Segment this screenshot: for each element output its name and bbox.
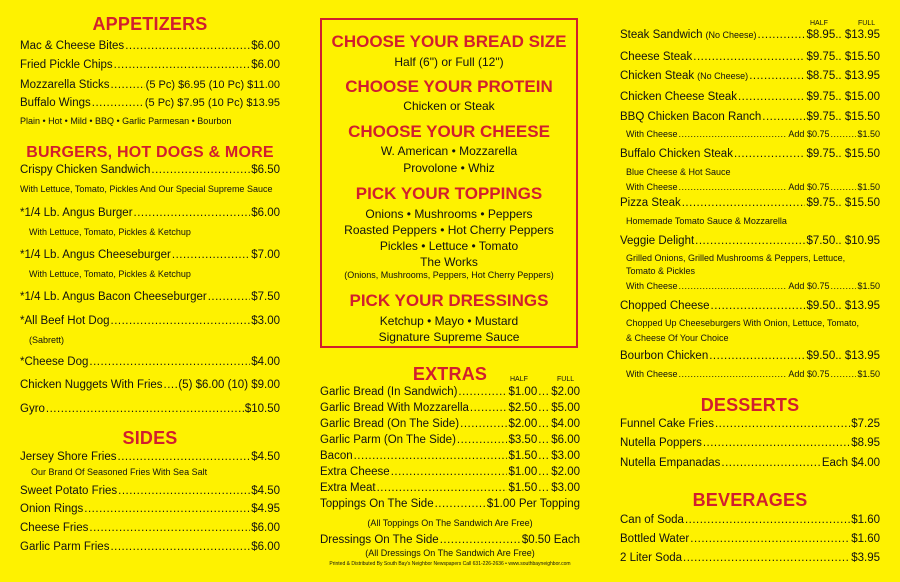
full-price: $2.00 (551, 386, 580, 398)
burgers-heading: BURGERS, HOT DOGS & MORE (26, 144, 274, 161)
item-name: Cheese Steak (620, 51, 693, 63)
half-price: $9.75 (806, 51, 836, 63)
bread-options: Half (6") or Full (12") (394, 55, 504, 69)
item-price: $4.50 (251, 451, 280, 463)
extra-item (320, 482, 580, 494)
full-price: $13.95 (844, 29, 880, 41)
full-price: $2.00 (551, 466, 580, 478)
toppings-options: The Works (420, 255, 478, 269)
toppings-options: Onions • Mushrooms • Peppers (365, 207, 533, 221)
item-name: Dressings On The Side (320, 534, 439, 546)
cheese-full-price: $1.50 (857, 369, 880, 379)
item-name: Mozzarella Sticks (20, 79, 110, 91)
dressings-options: Signature Supreme Sauce (378, 330, 520, 344)
full-price: $3.00 (551, 482, 580, 494)
item-price: $1.60 (851, 514, 880, 526)
printer-credit: Printed & Distributed By South Bay's Neighbor Newspapers Call 631-226-2636 • www.southbayneighbor.com (329, 561, 571, 567)
full-column-label: FULL (858, 20, 876, 27)
cheese-options: W. American • Mozzarella (380, 144, 518, 158)
item-name: Pizza Steak (620, 197, 681, 209)
item-price: $4.50 (251, 485, 280, 497)
item-name: Garlic Bread (In Sandwich) (320, 386, 458, 398)
item-name: Extra Meat (320, 482, 376, 494)
full-price: $15.50 (844, 51, 880, 63)
item-name: Chopped Cheese (620, 300, 710, 312)
works-description: (Onions, Mushrooms, Peppers, Hot Cherry Peppers) (344, 270, 554, 280)
item-price: $10.50 (244, 403, 280, 415)
menu-item (20, 451, 280, 463)
menu-item (20, 315, 280, 327)
protein-options: Chicken or Steak (403, 99, 495, 113)
half-price: $9.75 (806, 148, 836, 160)
menu-item (20, 40, 280, 52)
cheese-full-price: $1.50 (857, 281, 880, 291)
half-price: $8.75 (806, 70, 836, 82)
item-name: Garlic Bread With Mozzarella (320, 402, 469, 414)
menu-item (620, 418, 880, 430)
item-price: $6.00 (251, 40, 280, 52)
item-name: Extra Cheese (320, 466, 390, 478)
extra-item (320, 466, 580, 478)
item-name: Garlic Bread (On The Side) (320, 418, 460, 430)
toppings-options: Pickles • Lettuce • Tomato (379, 239, 519, 253)
with-cheese-row (626, 129, 880, 139)
half-price: $8.95 (806, 29, 836, 41)
cheese-full-price: $1.50 (857, 182, 880, 192)
item-name: Jersey Shore Fries (20, 451, 117, 463)
item-name: *1/4 Lb. Angus Cheeseburger (20, 249, 171, 261)
item-price: $7.25 (851, 418, 880, 430)
menu-item (620, 457, 880, 469)
item-price: $7.50 (251, 291, 280, 303)
extra-item (320, 418, 580, 430)
menu-item (20, 403, 280, 415)
with-cheese-label: With Cheese (626, 281, 678, 291)
extras-heading: EXTRAS (412, 364, 488, 384)
half-price: $1.50 (508, 482, 538, 494)
sandwich-item: Veggie Delight ..... $7.50 .. $10.95 (620, 235, 880, 247)
toppings-note: (All Toppings On The Sandwich Are Free) (367, 518, 533, 528)
item-name: BBQ Chicken Bacon Ranch (620, 111, 762, 123)
item-name: Bacon (320, 450, 353, 462)
sides-heading: SIDES (122, 428, 178, 448)
half-column-label: HALF (810, 20, 828, 27)
item-price: (5 Pc) $7.95 (10 Pc) $13.95 (144, 97, 280, 109)
item-price: (5 Pc) $6.95 (10 Pc) $11.00 (145, 79, 280, 91)
item-price: (5) $6.00 (10) $9.00 (178, 379, 280, 391)
item-name: Sweet Potato Fries (20, 485, 118, 497)
menu-item (20, 356, 280, 368)
item-name: Chicken Steak (620, 70, 695, 82)
full-price: $13.95 (844, 300, 880, 312)
add-label: Add (788, 281, 805, 291)
item-name: Buffalo Wings (20, 97, 91, 109)
with-cheese-row (626, 369, 880, 379)
menu-item (620, 514, 880, 526)
menu-item (620, 437, 880, 449)
item-name: Mac & Cheese Bites (20, 40, 125, 52)
sandwich-item: Pizza Steak ..... $9.75 .. $15.50 (620, 197, 880, 209)
item-name: Can of Soda (620, 514, 684, 526)
sandwich-item: Steak Sandwich (No Cheese) ..... $8.95 .. $13.95 (620, 29, 880, 41)
wing-flavors: Plain • Hot • Mild • BBQ • Garlic Parmesan • Bourbon (20, 116, 232, 126)
with-cheese-label: With Cheese (626, 369, 678, 379)
item-price: $3.95 (851, 552, 880, 564)
cheese-half-price: $0.75 (806, 129, 830, 139)
full-price: $13.95 (844, 70, 880, 82)
sandwich-item: Chopped Cheese ..... $9.50 .. $13.95 (620, 300, 880, 312)
desserts-heading: DESSERTS (700, 395, 800, 415)
item-name: Toppings On The Side (320, 498, 434, 510)
toppings-heading: PICK YOUR TOPPINGS (355, 184, 543, 203)
item-name: Garlic Parm (On The Side) (320, 434, 456, 446)
menu-item (20, 59, 280, 71)
with-cheese-row (626, 182, 880, 192)
cheese-half-price: $0.75 (806, 182, 830, 192)
item-price: $0.50 Each (521, 534, 580, 546)
add-label: Add (788, 369, 805, 379)
sandwich-item: Chicken Steak (No Cheese) ..... $8.75 .. $13.95 (620, 70, 880, 82)
menu-item (20, 379, 280, 391)
item-description: With Lettuce, Tomato, Pickles And Our Special Supreme Sauce (20, 184, 273, 194)
item-name: Bourbon Chicken (620, 350, 709, 362)
sandwich-item: Cheese Steak ..... $9.75 .. $15.50 (620, 51, 880, 63)
half-price: $1.00 (508, 466, 538, 478)
cheese-half-price: $0.75 (806, 281, 830, 291)
item-description: Chopped Up Cheeseburgers With Onion, Lettuce, Tomato, (626, 318, 859, 328)
extra-item (320, 450, 580, 462)
item-description: Tomato & Pickles (626, 266, 696, 276)
item-name: *All Beef Hot Dog (20, 315, 110, 327)
dressings-heading: PICK YOUR DRESSINGS (349, 291, 549, 310)
menu-item (20, 522, 280, 534)
item-price: $1.00 Per Topping (486, 498, 580, 510)
item-price: $8.95 (851, 437, 880, 449)
item-name: Funnel Cake Fries (620, 418, 714, 430)
menu-item (20, 207, 280, 219)
item-name: *1/4 Lb. Angus Bacon Cheeseburger (20, 291, 207, 303)
sandwich-builder-box (320, 18, 578, 348)
sandwich-item: Bourbon Chicken ..... $9.50 .. $13.95 (620, 350, 880, 362)
full-price: $15.00 (844, 91, 880, 103)
item-price: $3.00 (251, 315, 280, 327)
item-price: $1.60 (851, 533, 880, 545)
extra-item (320, 534, 580, 546)
item-name: Fried Pickle Chips (20, 59, 113, 71)
half-column-label: HALF (510, 376, 528, 383)
cheese-options: Provolone • Whiz (403, 161, 495, 175)
item-name: *Cheese Dog (20, 356, 89, 368)
cheese-half-price: $0.75 (806, 369, 830, 379)
item-qualifier: (No Cheese) (697, 71, 749, 81)
full-price: $5.00 (551, 402, 580, 414)
item-price: $4.95 (251, 503, 280, 515)
item-name: Cheese Fries (20, 522, 89, 534)
half-price: $2.50 (508, 402, 538, 414)
dressings-options: Ketchup • Mayo • Mustard (379, 314, 519, 328)
with-cheese-label: With Cheese (626, 182, 678, 192)
half-price: $1.00 (508, 386, 538, 398)
item-price: $4.00 (251, 356, 280, 368)
item-price: $6.00 (251, 59, 280, 71)
protein-heading: CHOOSE YOUR PROTEIN (345, 77, 553, 96)
extra-item (320, 434, 580, 446)
menu-item (620, 552, 880, 564)
item-price: $7.00 (251, 249, 280, 261)
item-name: Buffalo Chicken Steak (620, 148, 733, 160)
full-price: $6.00 (551, 434, 580, 446)
item-name: 2 Liter Soda (620, 552, 683, 564)
item-name: Steak Sandwich (620, 29, 703, 41)
full-price: $10.95 (844, 235, 880, 247)
item-price: $6.50 (251, 164, 280, 176)
half-price: $1.50 (508, 450, 538, 462)
item-name: Veggie Delight (620, 235, 695, 247)
item-description: (Sabrett) (29, 335, 65, 345)
extra-item (320, 402, 580, 414)
item-description: Blue Cheese & Hot Sauce (626, 167, 731, 177)
item-qualifier: (No Cheese) (705, 30, 757, 40)
menu-item (20, 164, 280, 176)
item-name: *1/4 Lb. Angus Burger (20, 207, 133, 219)
item-name: Nutella Empanadas (620, 457, 721, 469)
item-name: Bottled Water (620, 533, 690, 545)
sandwich-item: BBQ Chicken Bacon Ranch ..... $9.75 .. $15.50 (620, 111, 880, 123)
menu-item (20, 291, 280, 303)
item-description: Homemade Tomato Sauce & Mozzarella (626, 216, 787, 226)
item-description: Grilled Onions, Grilled Mushrooms & Peppers, Lettuce, (626, 253, 846, 263)
menu-item (20, 79, 280, 91)
dressings-note: (All Dressings On The Sandwich Are Free) (365, 548, 535, 558)
item-description: With Lettuce, Tomato, Pickles & Ketchup (29, 227, 191, 237)
sandwich-item: Chicken Cheese Steak ..... $9.75 .. $15.00 (620, 91, 880, 103)
add-label: Add (788, 129, 805, 139)
item-description: Our Brand Of Seasoned Fries With Sea Salt (31, 467, 208, 477)
add-label: Add (788, 182, 805, 192)
item-name: Onion Rings (20, 503, 84, 515)
half-price: $9.75 (806, 197, 836, 209)
item-description: & Cheese Of Your Choice (626, 333, 729, 343)
beverages-heading: BEVERAGES (692, 490, 808, 510)
item-name: Gyro (20, 403, 45, 415)
item-name: Nutella Poppers (620, 437, 702, 449)
cheese-heading: CHOOSE YOUR CHEESE (348, 122, 550, 141)
half-price: $9.50 (806, 300, 836, 312)
half-price: $2.00 (508, 418, 538, 430)
cheese-full-price: $1.50 (857, 129, 880, 139)
bread-heading: CHOOSE YOUR BREAD SIZE (331, 32, 567, 51)
item-name: Garlic Parm Fries (20, 541, 110, 553)
extra-item (320, 386, 580, 398)
full-price: $3.00 (551, 450, 580, 462)
extra-item (320, 498, 580, 510)
menu-item (20, 249, 280, 261)
menu-item (20, 97, 280, 109)
with-cheese-row (626, 281, 880, 291)
full-column-label: FULL (557, 376, 575, 383)
sandwich-item: Buffalo Chicken Steak ..... $9.75 .. $15.50 (620, 148, 880, 160)
half-price: $9.50 (806, 350, 836, 362)
item-name: Chicken Nuggets With Fries (20, 379, 163, 391)
full-price: $15.50 (844, 111, 880, 123)
full-price: $15.50 (844, 197, 880, 209)
menu-item (620, 533, 880, 545)
item-price: $6.00 (251, 522, 280, 534)
item-name: Crispy Chicken Sandwich (20, 164, 151, 176)
menu-item (20, 503, 280, 515)
full-price: $15.50 (844, 148, 880, 160)
item-price: $6.00 (251, 207, 280, 219)
half-price: $3.50 (508, 434, 538, 446)
item-price: Each $4.00 (821, 457, 880, 469)
item-description: With Lettuce, Tomato, Pickles & Ketchup (29, 269, 191, 279)
item-price: $6.00 (251, 541, 280, 553)
menu-item (20, 485, 280, 497)
toppings-options: Roasted Peppers • Hot Cherry Peppers (344, 223, 554, 237)
item-name: Chicken Cheese Steak (620, 91, 737, 103)
full-price: $13.95 (844, 350, 880, 362)
half-price: $9.75 (806, 111, 836, 123)
with-cheese-label: With Cheese (626, 129, 678, 139)
appetizers-heading: APPETIZERS (92, 14, 208, 34)
half-price: $7.50 (806, 235, 836, 247)
half-price: $9.75 (806, 91, 836, 103)
menu-item (20, 541, 280, 553)
full-price: $4.00 (551, 418, 580, 430)
